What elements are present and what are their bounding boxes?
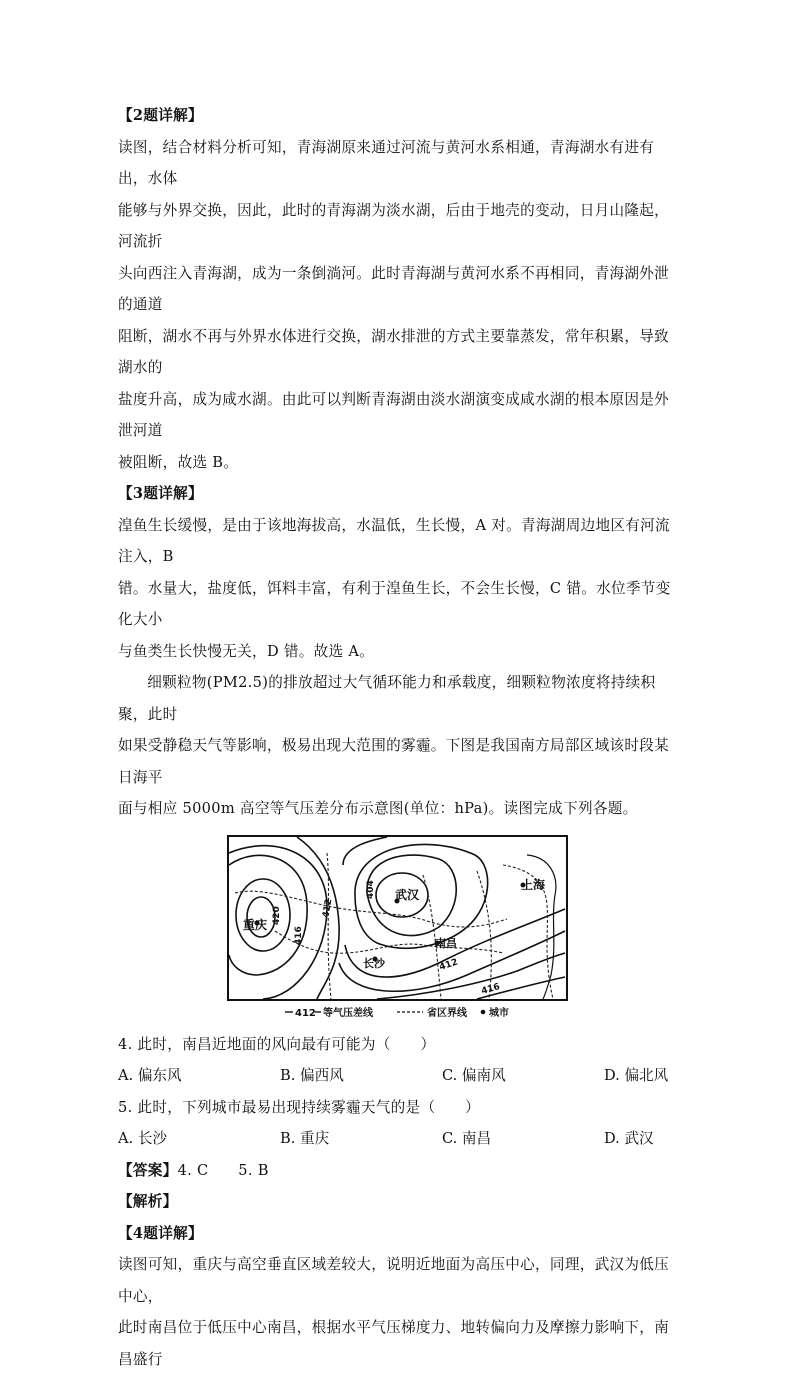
section2-line: 被阻断，故选 B。: [118, 453, 239, 471]
city-nanchang: 南昌: [435, 936, 457, 950]
q5-option-a: A. 长沙: [118, 1130, 168, 1147]
contour-label-412-south: 412: [438, 957, 460, 973]
section2-line: 头向西注入青海湖，成为一条倒淌河。此时青海湖与黄河水系不再相同，青海湖外泄的通道: [118, 264, 670, 313]
legend-city-text: 城市: [489, 1007, 509, 1019]
q5-option-d: D. 武汉: [604, 1130, 654, 1147]
section4-line: 此时南昌位于低压中心南昌，根据水平气压梯度力、地转偏向力及摩擦力影响下，南昌盛行: [118, 1319, 670, 1368]
map-legend: [285, 1006, 509, 1019]
q4-option-d: D. 偏北风: [604, 1067, 669, 1084]
q4-option-b: B. 偏西风: [280, 1067, 344, 1084]
q4-option-c: C. 偏南风: [442, 1067, 506, 1084]
section2-line: 阻断，湖水不再与外界水体进行交换，湖水排泄的方式主要靠蒸发，常年积累，导致湖水的: [118, 327, 670, 376]
intro-line: 面与相应 5000m 高空等气压差分布示意图(单位：hPa)。读图完成下列各题。: [118, 800, 638, 817]
city-wuhan: 武汉: [395, 887, 420, 902]
section2-line: 盐度升高，成为咸水湖。由此可以判断青海湖由淡水湖演变成咸水湖的根本原因是外泄河道: [118, 390, 670, 439]
q5-options: [118, 1123, 678, 1155]
q5-option-b: B. 重庆: [280, 1130, 330, 1147]
answer-label: 【答案】: [118, 1161, 178, 1179]
intro-line: 如果受静稳天气等影响，极易出现大范围的雾霾。下图是我国南方局部区域该时段某日海平: [118, 737, 670, 786]
contour-label-412-west: 412: [321, 897, 335, 919]
section3-line: 与鱼类生长快慢无关，D 错。故选 A。: [118, 642, 375, 660]
analysis-label: 【解析】: [118, 1193, 178, 1210]
section2-line: 读图，结合材料分析可知，青海湖原来通过河流与黄河水系相通，青海湖水有进有出，水体: [118, 138, 655, 187]
section4-heading: 【4题详解】: [118, 1224, 203, 1242]
contour-label-416-west: 416: [294, 925, 304, 945]
section2-heading: 【2题详解】: [118, 107, 203, 124]
contour-label-420: 420: [272, 905, 282, 925]
map-svg: [227, 835, 568, 1025]
legend-isobar-text: 等气压差线: [323, 1007, 373, 1019]
legend-isobar-value: 412: [295, 1007, 316, 1019]
q4-options: [118, 1060, 678, 1092]
document-page: [118, 100, 678, 1375]
city-changsha: 长沙: [363, 956, 385, 970]
q5-option-c: C. 南昌: [442, 1130, 492, 1147]
q4-stem: 4. 此时，南昌近地面的风向最有可能为（ ）: [118, 1035, 436, 1053]
section2-line: 能够与外界交换，因此，此时的青海湖为淡水湖，后由于地壳的变动，日月山隆起，河流折: [118, 201, 670, 250]
contour-label-416-south: 416: [480, 981, 502, 997]
intro-line: 细颗粒物(PM2.5)的排放超过大气循环能力和承载度，细颗粒物浓度将持续积聚，此时: [118, 674, 656, 723]
pressure-difference-map: [227, 835, 568, 1025]
q5-stem: 5. 此时，下列城市最易出现持续雾霾天气的是（ ）: [118, 1098, 481, 1116]
q4-option-a: A. 偏东风: [118, 1067, 182, 1084]
answer-value: 4. C 5. B: [177, 1161, 269, 1179]
legend-boundary-text: 省区界线: [427, 1007, 467, 1019]
city-shanghai: 上海: [521, 877, 546, 892]
city-chongqing: 重庆: [243, 917, 268, 932]
section3-heading: 【3题详解】: [118, 485, 203, 502]
answer-line: [118, 1155, 678, 1187]
section4-line: 读图可知，重庆与高空垂直区域差较大，说明近地面为高压中心，同理，武汉为低压中心，: [118, 1256, 670, 1305]
section3-line: 湟鱼生长缓慢，是由于该地海拔高，水温低，生长慢，A 对。青海湖周边地区有河流注入，B: [118, 516, 670, 565]
contour-label-404: 404: [366, 879, 376, 899]
section3-line: 错。水量大，盐度低，饵料丰富，有利于湟鱼生长，不会生长慢，C 错。水位季节变化大小: [118, 579, 671, 628]
